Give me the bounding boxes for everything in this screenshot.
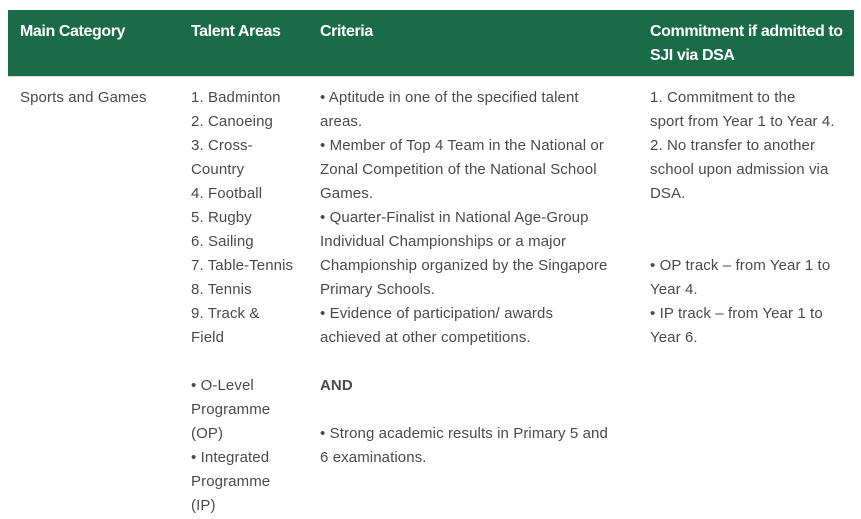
table-header-row: [8, 10, 854, 76]
criteria-line: • Aptitude in one of the specified talent: [320, 89, 579, 106]
commitment-line: • OP track – from Year 1 to: [650, 257, 831, 274]
talent-area-line: 9. Track &: [191, 305, 260, 322]
header-commitment-line: SJI via DSA: [650, 47, 735, 64]
cell-criteria: [320, 86, 630, 470]
talent-area-line: • O-Level: [191, 377, 254, 394]
criteria-line: • Evidence of participation/ awards: [320, 305, 554, 322]
talent-area-line: 6. Sailing: [191, 233, 254, 250]
talent-area-line: • Integrated: [191, 449, 270, 466]
commitment-line: 2. No transfer to another: [650, 137, 816, 154]
criteria-line: Individual Championships or a major: [320, 233, 567, 250]
commitment-line: Year 4.: [650, 281, 698, 298]
blank-line: [320, 350, 630, 374]
talent-area-line: 8. Tennis: [191, 281, 252, 298]
header-main-category: Main Category: [20, 23, 126, 40]
cell-talent-areas: [191, 86, 301, 518]
cell-commitment: [650, 86, 850, 350]
header-commitment-line: Commitment if admitted to: [650, 23, 843, 40]
talent-area-line: (OP): [191, 425, 224, 442]
talent-area-line: 2. Canoeing: [191, 113, 273, 130]
header-divider: [8, 76, 854, 77]
talent-area-line: 5. Rugby: [191, 209, 252, 226]
criteria-line: Championship organized by the Singapore: [320, 257, 608, 274]
blank-line: [650, 230, 850, 254]
commitment-line: school upon admission via: [650, 161, 829, 178]
talent-area-line: 4. Football: [191, 185, 263, 202]
header-talent-areas: Talent Areas: [191, 23, 281, 40]
talent-area-line: Field: [191, 329, 225, 346]
criteria-line: Zonal Competition of the National School: [320, 161, 597, 178]
criteria-line: Primary Schools.: [320, 281, 435, 298]
criteria-line: 6 examinations.: [320, 449, 427, 466]
criteria-line: areas.: [320, 113, 363, 130]
cell-main-category: [20, 86, 180, 110]
criteria-line: • Quarter-Finalist in National Age-Group: [320, 209, 589, 226]
blank-line: [191, 350, 301, 374]
blank-line: [320, 398, 630, 422]
commitment-line: Year 6.: [650, 329, 698, 346]
header-commitment: [650, 20, 850, 68]
main-category-text: Sports and Games: [20, 89, 147, 106]
commitment-line: sport from Year 1 to Year 4.: [650, 113, 835, 130]
talent-area-line: Programme: [191, 473, 271, 490]
criteria-line: • Strong academic results in Primary 5 and: [320, 425, 608, 442]
talent-area-line: 3. Cross-: [191, 137, 253, 154]
talent-area-line: 1. Badminton: [191, 89, 281, 106]
talent-area-line: (IP): [191, 497, 216, 514]
talent-area-line: 7. Table-Tennis: [191, 257, 294, 274]
header-criteria: Criteria: [320, 23, 373, 40]
talent-area-line: Programme: [191, 401, 271, 418]
commitment-line: DSA.: [650, 185, 686, 202]
criteria-line: achieved at other competitions.: [320, 329, 531, 346]
talent-area-line: Country: [191, 161, 245, 178]
criteria-line: • Member of Top 4 Team in the National or: [320, 137, 604, 154]
criteria-line: Games.: [320, 185, 374, 202]
commitment-line: 1. Commitment to the: [650, 89, 796, 106]
criteria-line: AND: [320, 377, 353, 394]
blank-line: [650, 206, 850, 230]
commitment-line: • IP track – from Year 1 to: [650, 305, 823, 322]
